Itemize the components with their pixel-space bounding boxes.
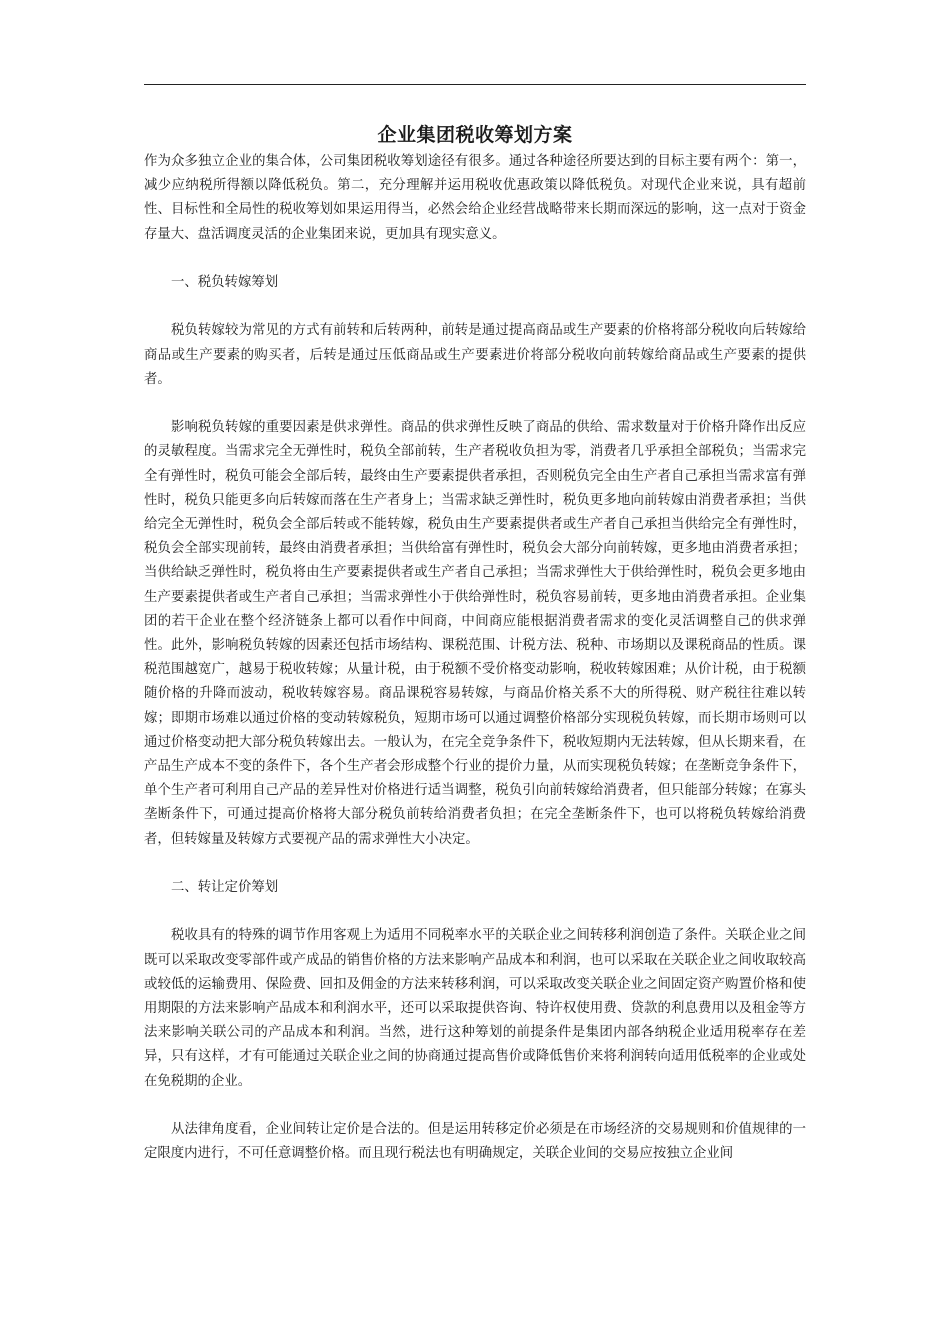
header-rule xyxy=(144,84,806,85)
paragraph-spacer xyxy=(144,852,806,876)
paragraph-spacer xyxy=(144,1094,806,1118)
section1-paragraph-1: 税负转嫁较为常见的方式有前转和后转两种，前转是通过提高商品或生产要素的价格将部分税收向后转嫁给商品或生产要素的购买者，后转是通过压低商品或生产要素进价将部分税收向前转嫁给商品或生产要素的提供者。 xyxy=(144,323,806,387)
section-heading-2: 二、转让定价筹划 xyxy=(171,880,279,896)
paragraph-spacer xyxy=(144,247,806,271)
paragraph-spacer xyxy=(144,900,806,924)
section2-paragraph-1: 税收具有的特殊的调节作用客观上为适用不同税率水平的关联企业之间转移利润创造了条件。关联企业之间既可以采取改变零部件或产成品的销售价格的方法来影响产品成本和利润，也可以采取在关联企业之间收取较高或较低的运输费用、保险费、回扣及佣金的方法来转移利润，可以采取改变关联企业之间固定资产购置价格和使用期限的方法来影响产品成本和利润水平，还可以采取提供咨询、特许权使用费、贷款的利息费用以及租金等方法来影响关联公司的产品成本和利润。当然，进行这种筹划的前提条件是集团内部各纳税企业适用税率存在差异，只有这样，才有可能通过关联企业之间的协商通过提高售价或降低售价来将利润转向适用低税率的企业或处在免税期的企业。 xyxy=(144,928,806,1089)
paragraph-spacer xyxy=(144,295,806,319)
section1-paragraph-2: 影响税负转嫁的重要因素是供求弹性。商品的供求弹性反映了商品的供给、需求数量对于价格升降作出反应的灵敏程度。当需求完全无弹性时，税负全部前转，生产者税收负担为零，消费者几乎承担全部税负；当需求完全有弹性时，税负可能会全部后转，最终由生产要素提供者承担，否则税负完全由生产者自己承担当需求富有弹性时，税负只能更多向后转嫁而落在生产者身上；当需求缺乏弹性时，税负更多地向前转嫁由消费者承担；当供给完全无弹性时，税负会全部后转或不能转嫁，税负由生产要素提供者或生产者自己承担当供给完全有弹性时，税负会全部实现前转，最终由消费者承担；当供给富有弹性时，税负会大部分向前转嫁，更多地由消费者承担；当供给缺乏弹性时，税负将由生产要素提供者或生产者自己承担；当需求弹性大于供给弹性时，税负会更多地由生产要素提供者或生产者自己承担；当需求弹性小于供给弹性时，税负容易前转，更多地由消费者承担。企业集团的若干企业在整个经济链条上都可以看作中间商，中间商应能根据消费者需求的变化灵活调整自己的供求弹性。此外，影响税负转嫁的因素还包括市场结构、课税范围、计税方法、税种、市场期以及课税商品的性质。课税范围越宽广，越易于税收转嫁；从量计税，由于税额不受价格变动影响，税收转嫁困难；从价计税，由于税额随价格的升降而波动，税收转嫁容易。商品课税容易转嫁，与商品价格关系不大的所得税、财产税往往难以转嫁；即期市场难以通过价格的变动转嫁税负，短期市场可以通过调整价格部分实现税负转嫁，而长期市场则可以通过价格变动把大部分税负转嫁出去。一般认为，在完全竞争条件下，税收短期内无法转嫁，但从长期来看，在产品生产成本不变的条件下，各个生产者会形成整个行业的提价力量，从而实现税负转嫁；在垄断竞争条件下，单个生产者可利用自己产品的差异性对价格进行适当调整，税负引向前转嫁给消费者，但只能部分转嫁；在寡头垄断条件下，可通过提高价格将大部分税负前转给消费者负担；在完全垄断条件下，也可以将税负转嫁给消费者，但转嫁量及转嫁方式要视产品的需求弹性大小决定。 xyxy=(144,420,806,847)
section2-paragraph-2: 从法律角度看，企业间转让定价是合法的。但是运用转移定价必须是在市场经济的交易规则和价值规律的一定限度内进行，不可任意调整价格。而且现行税法也有明确规定，关联企业间的交易应按独立企业间 xyxy=(144,1122,806,1162)
paragraph-spacer xyxy=(144,392,806,416)
section-heading-1: 一、税负转嫁筹划 xyxy=(171,275,279,290)
document-title: 企业集团税收筹划方案 xyxy=(377,124,573,146)
intro-paragraph: 作为众多独立企业的集合体，公司集团税收筹划途径有很多。通过各种途径所要达到的目标主要有两个：第一，减少应纳税所得额以降低税负。第二，充分理解并运用税收优惠政策以降低税负。对现代企业来说，具有超前性、目标性和全局性的税收筹划如果运用得当，必然会给企业经营战略带来长期而深远的影响，这一点对于资金存量大、盘活调度灵活的企业集团来说，更加具有现实意义。 xyxy=(144,154,806,242)
document-body xyxy=(144,150,806,1166)
